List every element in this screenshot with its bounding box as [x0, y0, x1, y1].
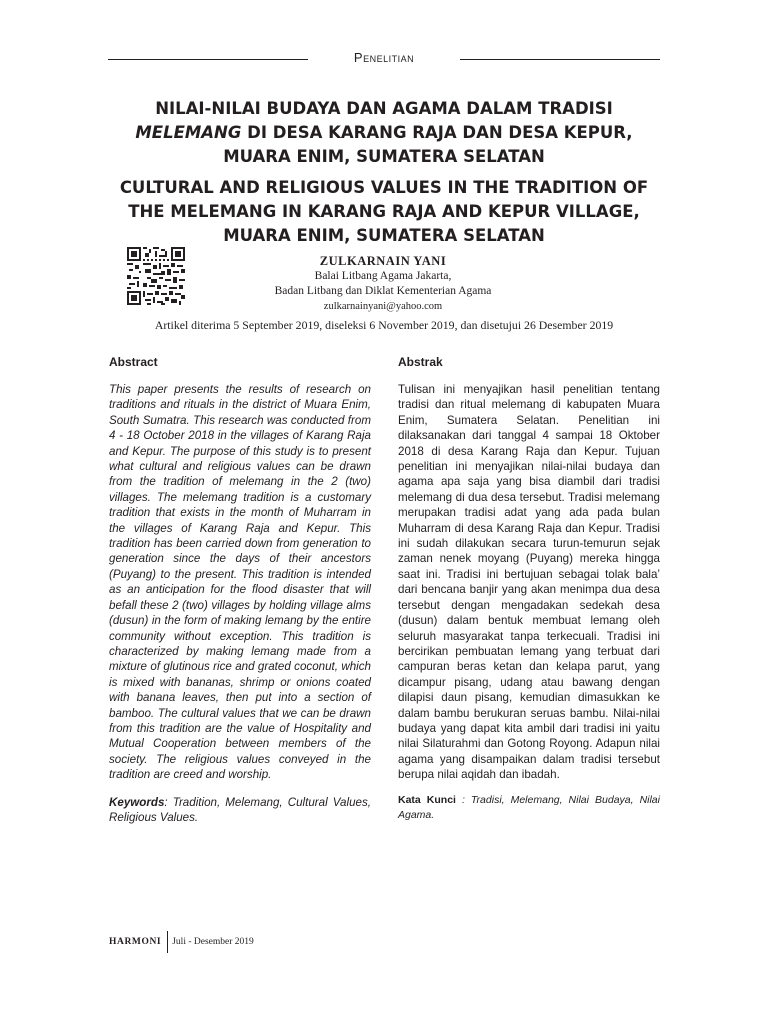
header-rule-right	[460, 59, 660, 60]
section-label: Penelitian	[353, 50, 415, 65]
title-en-line3: MUARA ENIM, SUMATERA SELATAN	[223, 226, 545, 245]
article-dates: Artikel diterima 5 September 2019, diseleksi 6 November 2019, dan disetujui 26 Desember 2019	[154, 318, 614, 332]
abstract-heading: Abstract	[109, 355, 158, 369]
abstrak-body: Tulisan ini menyajikan hasil penelitian tentang tradisi dan ritual melemang di kabupaten Muara Enim, Sumatera Selatan. Penelitian ini dilaksanakan dari tanggal 4 sampai 18 Oktober 2018 di desa Karang Raja dan Kepur. Tujuan penelitian ini menyajikan nilai-nilai budaya dan agama apa saja yang bisa diambil dari tradisi melemang di dua desa tersebut. Tradisi melemang merupakan tradisi adat yang ada pada bulan Muharram di desa Karang Raja dan Kepur. Tradisi ini sudah dilakukan secara turun-temurun sejak zaman nenek moyang (Puyang) mereka hingga saat ini. Tradisi ini bertujuan sebagai tolak bala’ dari bencana banjir yang akan menimpa dua desa tersebut dengan mengadakan sedekah desa (dusun) dalam bentuk membuat lemang oleh seluruh masyarakat tanpa terkecuali. Tradisi ini bercirikan pembuatan lemang yang terbuat dari campuran beras ketan dan kelapa parut, yang dicampur pisang, udang atau bawang dengan dilapisi daun pisang, kemudian dimasukkan ke dalam bambu berukuran seruas bambu. Nilai-nilai budaya yang dapat kita ambil dari tradisi ini yaitu nilai Silaturahmi dan Gotong Royong. Adapun nilai agama yang disampaikan dalam tradisi tersebut berupa nilai aqidah dan ibadah.	[398, 383, 660, 782]
affiliation-line1: Balai Litbang Agama Jakarta,	[314, 270, 452, 282]
keywords-text: : Tradition, Melemang, Cultural Values, Religious Values.	[109, 795, 371, 824]
journal-name: HARMONI	[109, 937, 162, 947]
keywords	[109, 795, 371, 826]
section-header	[108, 50, 660, 70]
title-en-line2: THE MELEMANG IN KARANG RAJA AND KEPUR VILLAGE,	[128, 202, 640, 221]
title-id-line3: MUARA ENIM, SUMATERA SELATAN	[223, 147, 545, 166]
kata-kunci-text: : Tradisi, Melemang, Nilai Budaya, Nilai Agama.	[398, 793, 660, 821]
title-en-line1: CULTURAL AND RELIGIOUS VALUES IN THE TRADITION OF	[119, 178, 649, 197]
keywords-label: Keywords	[109, 795, 165, 809]
kata-kunci	[398, 793, 660, 823]
abstrak-column	[398, 354, 660, 823]
footer-divider	[167, 931, 168, 953]
abstract-column	[109, 354, 371, 825]
abstrak-heading: Abstrak	[398, 355, 443, 369]
title-id-line2	[108, 121, 660, 145]
qr-code-icon	[127, 247, 185, 305]
title-english	[108, 176, 660, 248]
author-block	[200, 253, 566, 314]
title-indonesian	[108, 97, 660, 169]
journal-issue: Juli - Desember 2019	[172, 937, 254, 947]
title-id-italic-word: MELEMANG	[135, 123, 242, 142]
title-id-line1: NILAI-NILAI BUDAYA DAN AGAMA DALAM TRADISI	[155, 99, 613, 118]
page-footer	[109, 930, 254, 954]
affiliation-line2: Badan Litbang dan Diklat Kementerian Agama	[274, 285, 492, 297]
abstract-body: This paper presents the results of research on traditions and rituals in the district of Muara Enim, South Sumatra. This research was conducted from 4 - 18 October 2018 in the villages of Karang Raja and Kepur. The purpose of this study is to present what cultural and religious values can be drawn from the tradition of melemang in the 2 (two) villages. The melemang tradition is a customary tradition that exists in the month of Muharram in the villages of Karang Raja and Kepur. This tradition has been carried down from generation to generation since the days of their ancestors (Puyang) to the present. This tradition is intended as an anticipation for the flood disaster that will befall these 2 (two) villages by holding village alms (dusun) in the form of making lemang by the entire community without exception. This tradition is characterized by making lemang made from a mixture of glutinous rice and grated coconut, which is mixed with bananas, shrimp or onions coated with banana leaves, then put into a section of bamboo. The cultural values that we can be drawn from this tradition are the value of Hospitality and Mutual Cooperation between members of the society. The religious values conveyed in the tradition are creed and worship.	[109, 383, 371, 782]
author-email: zulkarnainyani@yahoo.com	[323, 301, 443, 312]
title-id-line2-rest: DI DESA KARANG RAJA DAN DESA KEPUR,	[241, 123, 633, 142]
kata-kunci-label: Kata Kunci	[398, 793, 456, 806]
author-name: ZULKARNAIN YANI	[319, 254, 447, 268]
